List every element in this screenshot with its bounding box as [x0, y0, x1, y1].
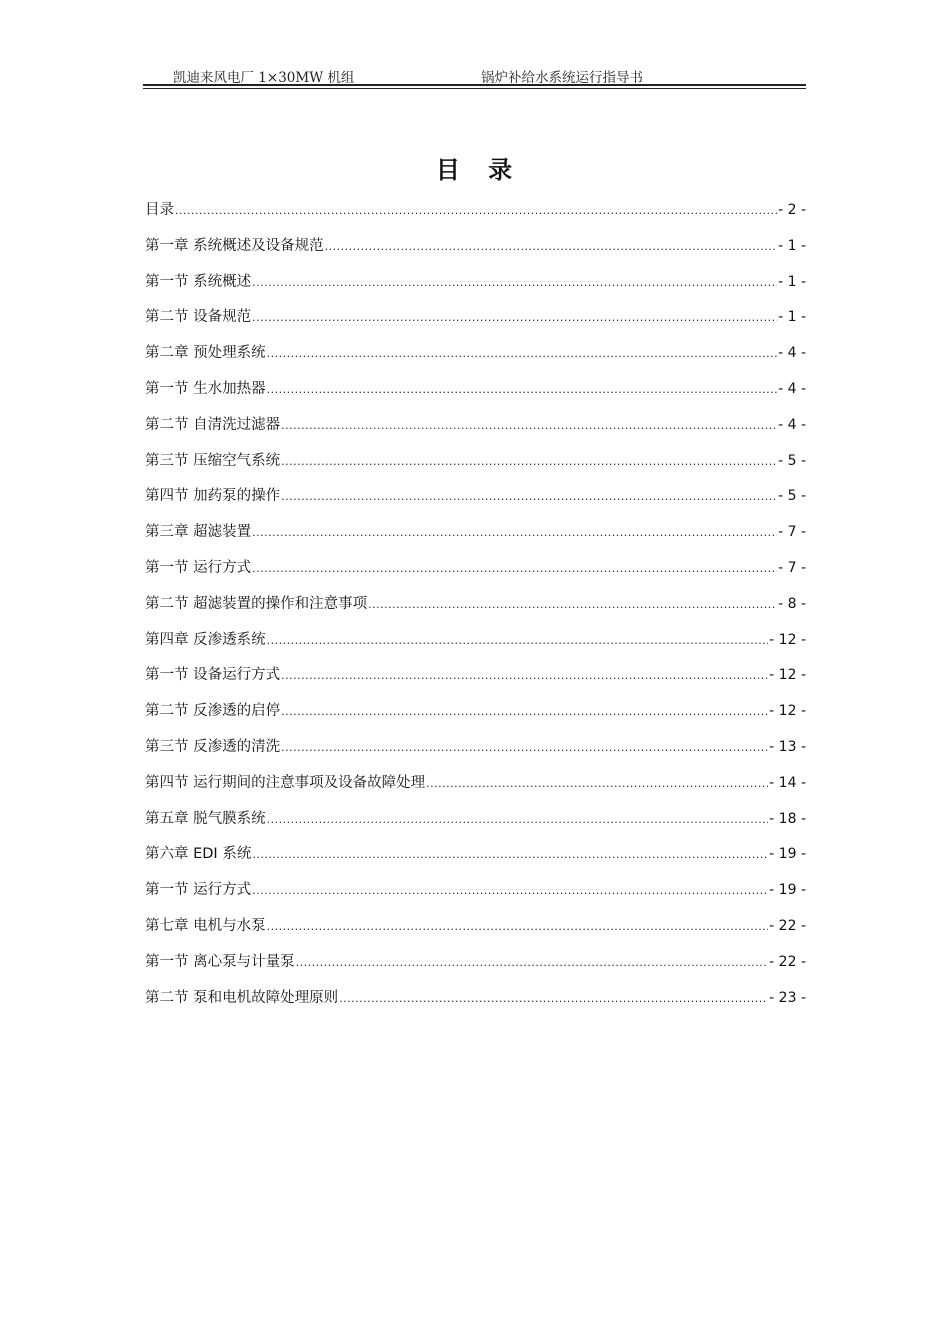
- toc-entry-page-number: - 12 -: [769, 667, 806, 684]
- toc-entry-page-number: - 4 -: [778, 380, 806, 397]
- toc-entry[interactable]: [145, 449, 806, 485]
- toc-dot-leader: [368, 598, 777, 611]
- toc-entry[interactable]: [145, 628, 806, 664]
- header-left-text: 凯迪来风电厂 1×30MW 机组: [173, 70, 355, 86]
- toc-entry-label[interactable]: 第二节 泵和电机故障处理原则: [145, 989, 339, 1006]
- toc-entry-page-number: - 22 -: [769, 953, 806, 970]
- toc-dot-leader: [281, 705, 768, 718]
- toc-entry-label[interactable]: 第二节 反渗透的启停: [145, 703, 281, 720]
- toc-dot-leader: [281, 455, 777, 468]
- toc-entry-label[interactable]: 第二节 自清洗过滤器: [145, 416, 281, 433]
- toc-entry-label[interactable]: 第二节 设备规范: [145, 309, 252, 326]
- toc-entry[interactable]: [145, 663, 806, 699]
- toc-entry-label[interactable]: 第四章 反渗透系统: [145, 631, 266, 648]
- toc-entry[interactable]: [145, 270, 806, 306]
- toc-entry-page-number: - 1 -: [778, 273, 806, 290]
- toc-dot-leader: [175, 204, 777, 217]
- toc-entry-page-number: - 7 -: [778, 524, 806, 541]
- toc-dot-leader: [281, 741, 768, 754]
- toc-entry-page-number: - 2 -: [778, 202, 806, 218]
- toc-entry[interactable]: [145, 234, 806, 270]
- toc-entry-label[interactable]: 第一章 系统概述及设备规范: [145, 237, 324, 254]
- header-right-text: 锅炉补给水系统运行指导书: [481, 70, 643, 86]
- toc-entry-page-number: - 4 -: [778, 416, 806, 433]
- toc-entry-label[interactable]: 第二章 预处理系统: [145, 345, 266, 362]
- toc-entry[interactable]: [145, 305, 806, 341]
- toc-entry-page-number: - 4 -: [778, 345, 806, 362]
- toc-entry-page-number: - 8 -: [778, 595, 806, 612]
- toc-entry-page-number: - 1 -: [778, 237, 806, 254]
- header-rule-thin: [143, 88, 806, 89]
- toc-entry-label[interactable]: 第一节 运行方式: [145, 559, 252, 576]
- toc-entry[interactable]: [145, 914, 806, 950]
- toc-entry-page-number: - 5 -: [778, 452, 806, 469]
- toc-entry-label[interactable]: 第四节 加药泵的操作: [145, 488, 281, 505]
- toc-dot-leader: [252, 848, 768, 861]
- toc-entry[interactable]: [145, 842, 806, 878]
- toc-dot-leader: [325, 240, 777, 253]
- toc-entry-page-number: - 7 -: [778, 559, 806, 576]
- toc-entry[interactable]: [145, 771, 806, 807]
- toc-entry[interactable]: [145, 878, 806, 914]
- toc-entry-page-number: - 12 -: [769, 631, 806, 648]
- toc-entry-page-number: - 5 -: [778, 488, 806, 505]
- toc-dot-leader: [296, 956, 769, 969]
- toc-entry-label[interactable]: 第一节 离心泵与计量泵: [145, 953, 295, 970]
- toc-entry[interactable]: [145, 520, 806, 556]
- toc-title: 目 录: [435, 155, 523, 184]
- toc-dot-leader: [267, 813, 769, 826]
- toc-entry[interactable]: [145, 413, 806, 449]
- toc-dot-leader: [267, 347, 777, 360]
- toc-entry-label[interactable]: 第一节 设备运行方式: [145, 667, 281, 684]
- toc-dot-leader: [252, 311, 777, 324]
- toc-entry-page-number: - 23 -: [769, 989, 806, 1006]
- toc-entry[interactable]: [145, 341, 806, 377]
- toc-entry-page-number: - 12 -: [769, 703, 806, 720]
- toc-entry[interactable]: [145, 699, 806, 735]
- toc-entry-label[interactable]: 第四节 运行期间的注意事项及设备故障处理: [145, 774, 426, 791]
- toc-entry-page-number: - 19 -: [769, 882, 806, 899]
- toc-dot-leader: [426, 777, 768, 790]
- toc-entry[interactable]: [145, 484, 806, 520]
- toc-dot-leader: [281, 669, 768, 682]
- toc-entry-page-number: - 18 -: [769, 810, 806, 827]
- toc-entry-page-number: - 22 -: [769, 917, 806, 934]
- toc-dot-leader: [339, 992, 768, 1005]
- toc-entry-page-number: - 1 -: [778, 309, 806, 326]
- toc-entry[interactable]: [145, 950, 806, 986]
- page-header: [143, 66, 806, 86]
- toc-entry-page-number: - 14 -: [769, 774, 806, 791]
- toc-dot-leader: [252, 526, 777, 539]
- toc-dot-leader: [267, 383, 777, 396]
- toc-dot-leader: [267, 634, 769, 647]
- toc-entry[interactable]: [145, 377, 806, 413]
- toc-entry[interactable]: [145, 807, 806, 843]
- toc-entry[interactable]: [145, 735, 806, 771]
- toc-entry[interactable]: [145, 592, 806, 628]
- toc-entry-label[interactable]: 第六章 EDI 系统: [145, 846, 252, 863]
- toc-entry-label[interactable]: 第一节 系统概述: [145, 273, 252, 290]
- toc-dot-leader: [252, 562, 777, 575]
- toc-entry-label[interactable]: 第二节 超滤装置的操作和注意事项: [145, 595, 368, 612]
- toc-dot-leader: [281, 419, 777, 432]
- toc-entry-label[interactable]: 目录: [145, 202, 174, 218]
- toc-entry[interactable]: [145, 556, 806, 592]
- toc-entry-label[interactable]: 第五章 脱气膜系统: [145, 810, 266, 827]
- toc-dot-leader: [252, 884, 768, 897]
- toc-dot-leader: [252, 276, 777, 289]
- toc-dot-leader: [267, 920, 769, 933]
- toc-entry-label[interactable]: 第三节 反渗透的清洗: [145, 738, 281, 755]
- table-of-contents: [145, 198, 806, 1021]
- toc-entry-label[interactable]: 第一节 运行方式: [145, 882, 252, 899]
- toc-entry-label[interactable]: 第七章 电机与水泵: [145, 917, 266, 934]
- toc-entry-page-number: - 19 -: [769, 846, 806, 863]
- toc-entry-page-number: - 13 -: [769, 738, 806, 755]
- header-rule: [143, 84, 806, 86]
- toc-entry[interactable]: [145, 986, 806, 1022]
- toc-entry-label[interactable]: 第三章 超滤装置: [145, 524, 252, 541]
- toc-entry-label[interactable]: 第一节 生水加热器: [145, 380, 266, 397]
- toc-entry[interactable]: [145, 198, 806, 234]
- toc-entry-label[interactable]: 第三节 压缩空气系统: [145, 452, 281, 469]
- toc-dot-leader: [281, 490, 777, 503]
